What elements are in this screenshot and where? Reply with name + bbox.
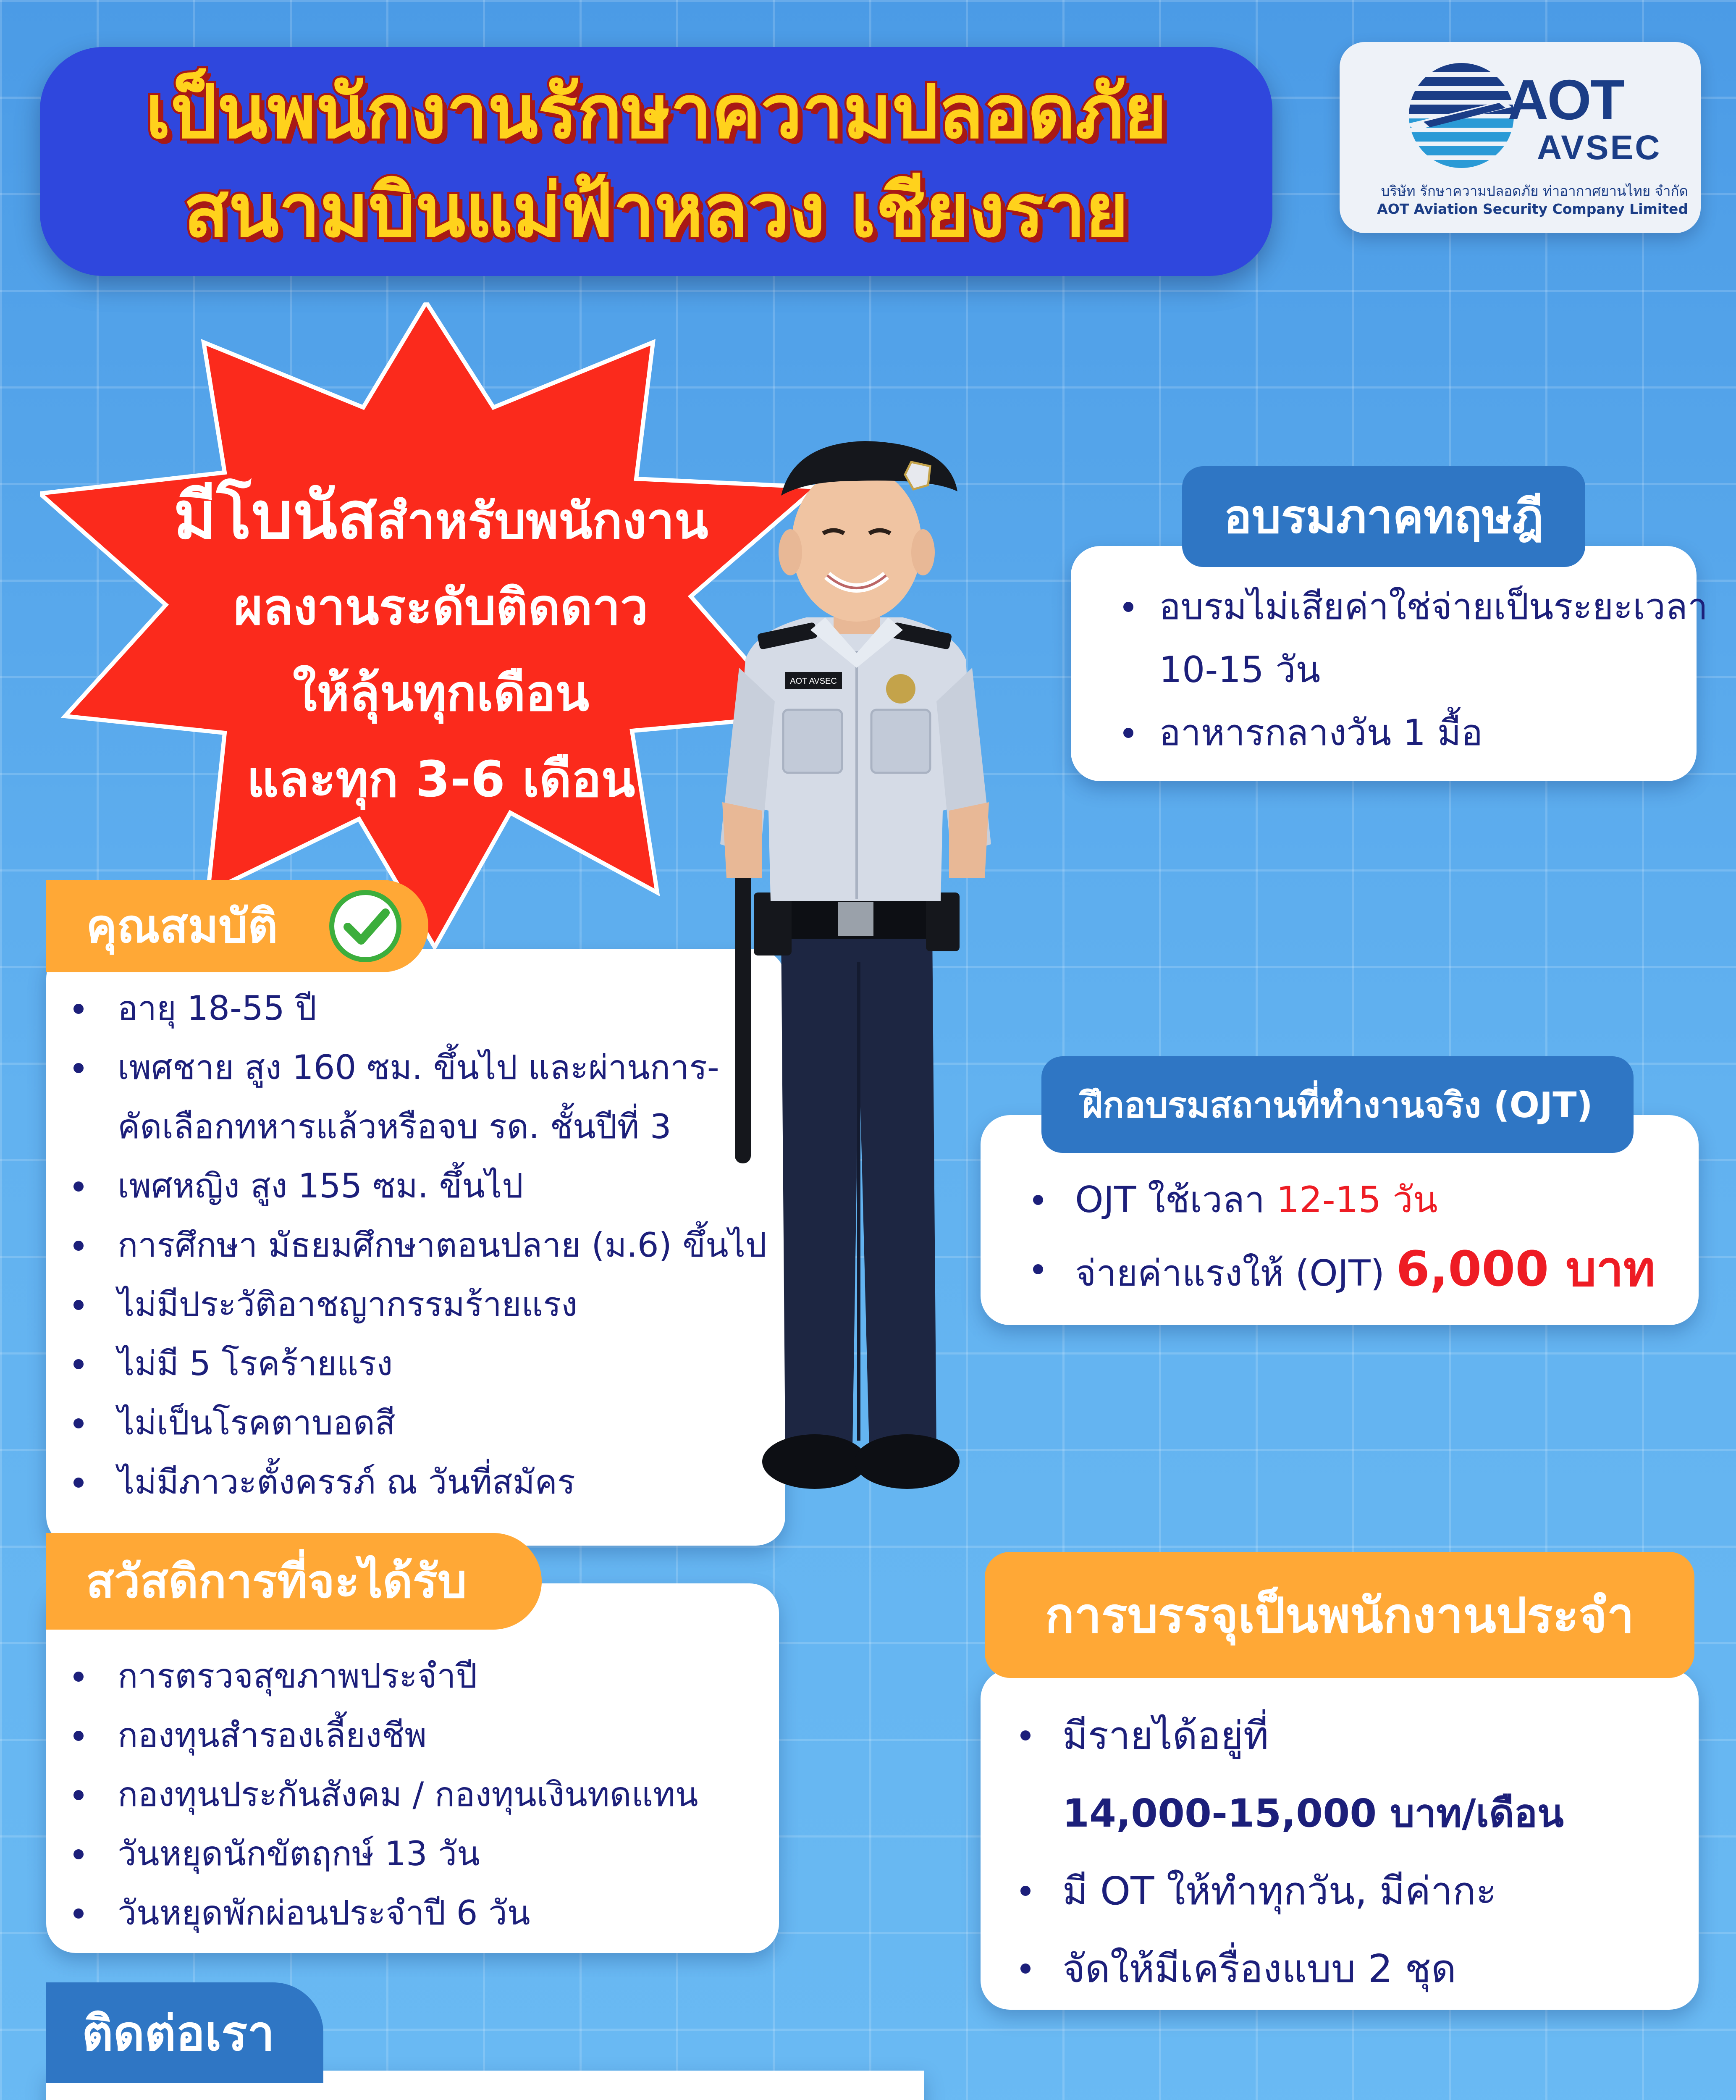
permanent-list (1012, 1697, 1564, 2008)
theory-list (1109, 575, 1708, 764)
ojt-item2-label: จ่ายค่าแรงให้ (OJT) (1075, 1252, 1385, 1294)
logo-name: AOT (1508, 68, 1623, 131)
logo-company-en: AOT Aviation Security Company Limited (1377, 201, 1688, 217)
bonus-line-1 (173, 472, 708, 564)
list-item (1016, 1166, 1655, 1235)
ojt-heading: ฝึกอบรมสถานที่ทำงานจริง (OJT) (1041, 1056, 1634, 1153)
theory-heading: อบรมภาคทฤษฎี (1182, 466, 1585, 567)
theory-duration: 10-15 วัน (1159, 649, 1321, 691)
logo-card (1340, 42, 1701, 233)
list-item: ไม่มีประวัติอาชญากรรมร้ายแรง (63, 1275, 767, 1334)
list-item: คัดเลือกทหารแล้วหรือจบ รด. ชั้นปีที่ 3 (118, 1107, 671, 1146)
list-item: ไม่มีภาวะตั้งครรภ์ ณ วันที่สมัคร (63, 1452, 767, 1512)
ojt-list (1016, 1166, 1655, 1308)
list-item: มีรายได้อยู่ที่ (1012, 1697, 1564, 1774)
aot-logo-icon (1398, 61, 1524, 170)
permanent-heading: การบรรจุเป็นพนักงานประจำ (985, 1552, 1694, 1678)
list-item: จัดให้มีเครื่องแบบ 2 ชุด (1012, 1930, 1564, 2008)
check-circle-icon (328, 888, 403, 964)
bonus-line-4: และทุก 3-6 เดือน (247, 750, 635, 808)
logo-sub: AVSEC (1537, 129, 1662, 167)
logo-company-th: บริษัท รักษาความปลอดภัย ท่าอากาศยานไทย จำกัด (1381, 183, 1688, 199)
title-line-1: เป็นพนักงานรักษาความปลอดภัย (145, 69, 1167, 155)
list-item: การศึกษา มัธยมศึกษาตอนปลาย (ม.6) ขึ้นไป (63, 1215, 767, 1275)
ojt-pay: 6,000 บาท (1396, 1241, 1655, 1297)
list-item: ไม่มี 5 โรคร้ายแรง (63, 1334, 767, 1393)
list-item: วันหยุดนักขัตฤกษ์ 13 วัน (63, 1824, 698, 1883)
contact-heading: ติดต่อเรา (46, 1982, 323, 2083)
bonus-lead: มีโบนัส (173, 478, 377, 554)
list-item: ไม่เป็นโรคตาบอดสี (63, 1393, 767, 1452)
qualifications-list (63, 979, 767, 1512)
guard-name-tag: AOT AVSEC (790, 677, 837, 686)
bonus-line-1-rest: สำหรับพนักงาน (377, 492, 708, 550)
list-item: อายุ 18-55 ปี (63, 979, 767, 1038)
title-banner (40, 47, 1272, 276)
list-item: อบรมไม่เสียค่าใช่จ่ายเป็นระยะเวลา (1109, 575, 1708, 638)
list-item: มี OT ให้ทำทุกวัน, มีค่ากะ (1012, 1852, 1564, 1930)
salary-value: 14,000-15,000 บาท/เดือน (1062, 1791, 1564, 1836)
list-item: กองทุนสำรองเลี้ยงชีพ (63, 1706, 698, 1765)
list-item: เพศชาย สูง 160 ซม. ขึ้นไป และผ่านการ- (63, 1038, 767, 1097)
list-item: การตรวจสุขภาพประจำปี (63, 1646, 698, 1706)
list-item: อาหารกลางวัน 1 มื้อ (1109, 701, 1708, 764)
qualifications-heading: คุณสมบัติ (46, 880, 428, 972)
welfare-list (63, 1646, 698, 1942)
ojt-item1-label: OJT ใช้เวลา (1075, 1179, 1265, 1221)
security-guard-illustration (680, 433, 1029, 1508)
title-line-2: สนามบินแม่ฟ้าหลวง เชียงราย (184, 168, 1129, 254)
list-item: กองทุนประกันสังคม / กองทุนเงินทดแทน (63, 1765, 698, 1824)
bonus-text (126, 472, 756, 822)
list-item: เพศหญิง สูง 155 ซม. ขึ้นไป (63, 1156, 767, 1215)
list-item: วันหยุดพักผ่อนประจำปี 6 วัน (63, 1883, 698, 1942)
list-item (1016, 1235, 1655, 1308)
ojt-duration: 12-15 วัน (1276, 1179, 1438, 1221)
welfare-heading: สวัสดิการที่จะได้รับ (46, 1533, 542, 1630)
bonus-line-3: ให้ลุ้นทุกเดือน (292, 664, 590, 722)
bonus-line-2: ผลงานระดับติดดาว (233, 578, 648, 636)
